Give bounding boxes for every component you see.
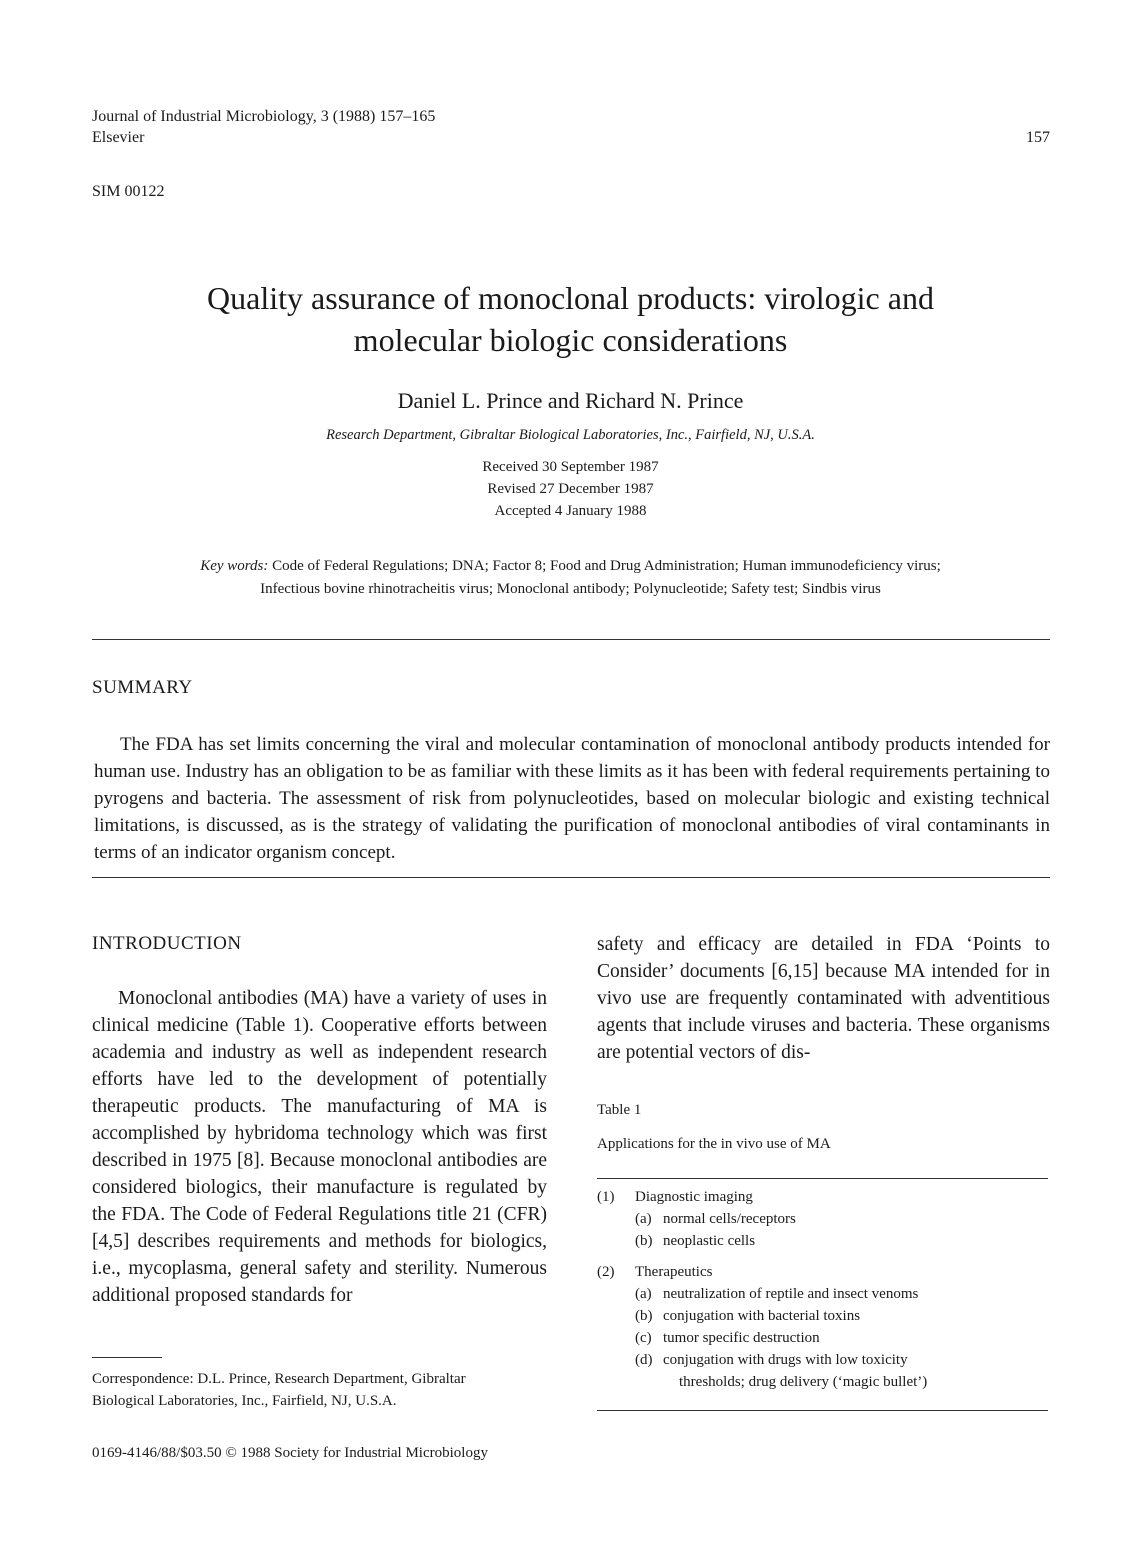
article-title-line1: Quality assurance of monoclonal products: virologic and bbox=[207, 280, 934, 316]
item-text: neutralization of reptile and insect venoms bbox=[663, 1286, 919, 1302]
summary-heading: SUMMARY bbox=[92, 677, 193, 698]
table-row bbox=[597, 1349, 1048, 1371]
introduction-heading: INTRODUCTION bbox=[92, 933, 242, 954]
table-row bbox=[597, 1371, 1048, 1393]
table-body bbox=[597, 1186, 1048, 1393]
item-text: normal cells/receptors bbox=[663, 1211, 796, 1227]
introduction-body bbox=[92, 985, 547, 1309]
table-bottom-rule bbox=[597, 1410, 1048, 1411]
table-row bbox=[597, 1230, 1048, 1252]
table-row bbox=[597, 1186, 1048, 1208]
correspondence-footnote bbox=[92, 1368, 562, 1412]
article-title-line2: molecular biologic considerations bbox=[353, 322, 788, 358]
item-letter: (c) bbox=[635, 1330, 652, 1346]
group-title: Therapeutics bbox=[635, 1264, 713, 1280]
group-number: (2) bbox=[597, 1264, 615, 1280]
item-text: conjugation with bacterial toxins bbox=[663, 1308, 861, 1324]
introduction-paragraph: Monoclonal antibodies (MA) have a variety of uses in clinical medicine (Table 1). Cooperative efforts between academia and industry as well as independent research efforts have led to the development of potentially therapeutic products. The manufacturing of MA is accomplished by hybridoma technology which was first described in 1975 [8]. Because monoclonal antibodies are considered biologics, their manufacture is regulated by the FDA. The Code of Federal Regulations title 21 (CFR) [4,5] describes requirements and methods for biologics, i.e., mycoplasma, general safety and sterility. Numerous additional proposed standards for bbox=[92, 988, 547, 1306]
item-text: conjugation with drugs with low toxicity bbox=[663, 1352, 908, 1368]
table-row bbox=[597, 1327, 1048, 1349]
introduction-continuation bbox=[597, 931, 1050, 1066]
item-text: tumor specific destruction bbox=[663, 1330, 820, 1346]
footnote-rule bbox=[92, 1357, 162, 1358]
divider bbox=[92, 639, 1050, 640]
table-row bbox=[597, 1305, 1048, 1327]
date-revised: Revised 27 December 1987 bbox=[487, 481, 654, 497]
table-row bbox=[597, 1208, 1048, 1230]
affiliation: Research Department, Gibraltar Biological Laboratories, Inc., Fairfield, NJ, U.S.A. bbox=[326, 427, 815, 443]
table-row bbox=[597, 1261, 1048, 1283]
page-number: 157 bbox=[1026, 129, 1050, 146]
item-letter: (b) bbox=[635, 1233, 653, 1249]
item-letter: (a) bbox=[635, 1211, 652, 1227]
group-number: (1) bbox=[597, 1189, 615, 1205]
keywords bbox=[100, 555, 1041, 601]
item-letter: (b) bbox=[635, 1308, 653, 1324]
footnote-line1: Correspondence: D.L. Prince, Research Department, Gibraltar bbox=[92, 1371, 466, 1387]
publisher: Elsevier bbox=[92, 129, 145, 146]
group-title: Diagnostic imaging bbox=[635, 1189, 753, 1205]
item-continuation: thresholds; drug delivery (‘magic bullet’) bbox=[679, 1374, 928, 1390]
keywords-line2: Infectious bovine rhinotracheitis virus; Monoclonal antibody; Polynucleotide; Safety test; Sindbis virus bbox=[260, 581, 881, 597]
sim-code: SIM 00122 bbox=[92, 183, 165, 200]
copyright-footer: 0169-4146/88/$03.50 © 1988 Society for Industrial Microbiology bbox=[92, 1445, 488, 1461]
table-label: Table 1 bbox=[597, 1102, 642, 1118]
divider bbox=[92, 877, 1050, 878]
table-top-rule bbox=[597, 1178, 1048, 1179]
summary-text: The FDA has set limits concerning the viral and molecular contamination of monoclonal antibody products intended for human use. Industry has an obligation to be as familiar with these limits as it has been with federal requirements pertaining to pyrogens and bacteria. The assessment of risk from polynucleotides, based on molecular biologic and existing technical limitations, is discussed, as is the strategy of validating the purification of monoclonal antibodies of viral contaminants in terms of an indicator organism concept. bbox=[94, 734, 1050, 863]
footnote-line2: Biological Laboratories, Inc., Fairfield, NJ, U.S.A. bbox=[92, 1393, 397, 1409]
date-received: Received 30 September 1987 bbox=[482, 459, 659, 475]
table-caption: Applications for the in vivo use of MA bbox=[597, 1136, 831, 1152]
authors: Daniel L. Prince and Richard N. Prince bbox=[397, 388, 744, 413]
journal-citation: Journal of Industrial Microbiology, 3 (1988) 157–165 bbox=[92, 108, 436, 125]
table-row bbox=[597, 1283, 1048, 1305]
keywords-label: Key words: bbox=[200, 558, 269, 574]
item-text: neoplastic cells bbox=[663, 1233, 756, 1249]
item-letter: (a) bbox=[635, 1286, 652, 1302]
date-accepted: Accepted 4 January 1988 bbox=[494, 503, 647, 519]
keywords-line1: Code of Federal Regulations; DNA; Factor 8; Food and Drug Administration; Human immunodeficiency virus; bbox=[272, 558, 941, 574]
summary-body bbox=[94, 731, 1050, 866]
continuation-text: safety and efficacy are detailed in FDA ‘Points to Consider’ documents [6,15] because MA intended for in vivo use are frequently contaminated with adventitious agents that include viruses and bacteria. These organisms are potential vectors of dis- bbox=[597, 934, 1050, 1063]
item-letter: (d) bbox=[635, 1352, 653, 1368]
